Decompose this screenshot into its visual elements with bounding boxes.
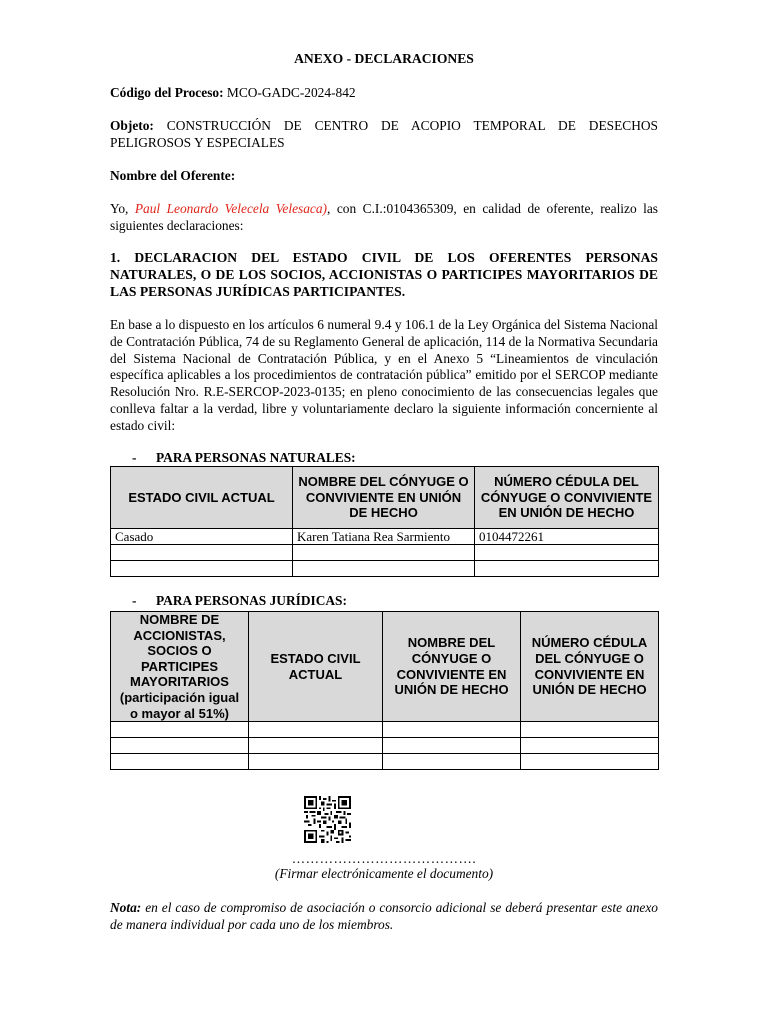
table-row (111, 561, 659, 577)
juridicas-table (110, 611, 659, 770)
objeto-value: CONSTRUCCIÓN DE CENTRO DE ACOPIO TEMPORAL DE DESECHOS PELIGROSOS Y ESPECIALES (110, 118, 658, 150)
juridicas-header-estado: ESTADO CIVIL ACTUAL (249, 612, 383, 722)
table-row (111, 545, 659, 561)
naturales-header-cedula: NÚMERO CÉDULA DEL CÓNYUGE O CONVIVIENTE EN UNIÓN DE HECHO (475, 467, 659, 529)
table-row (111, 722, 659, 738)
nota-paragraph (110, 899, 658, 934)
table-cell (521, 754, 659, 770)
objeto-line (110, 118, 658, 152)
juridicas-heading: - PARA PERSONAS JURÍDICAS: (132, 593, 347, 608)
table-cell (111, 738, 249, 754)
table-cell (249, 722, 383, 738)
codigo-line (110, 85, 658, 102)
table-cell (111, 545, 293, 561)
table-row (111, 738, 659, 754)
table-cell (111, 754, 249, 770)
table-cell (111, 722, 249, 738)
juridicas-header-nombre-conyuge: NOMBRE DEL CÓNYUGE O CONVIVIENTE EN UNIÓN DE HECHO (383, 612, 521, 722)
signature-line: …………………………………. (291, 851, 477, 866)
qr-code-icon (304, 796, 351, 843)
table-cell (111, 561, 293, 577)
document-title: ANEXO - DECLARACIONES (294, 51, 474, 66)
juridicas-header-cedula: NÚMERO CÉDULA DEL CÓNYUGE O CONVIVIENTE EN UNIÓN DE HECHO (521, 612, 659, 722)
table-cell (521, 738, 659, 754)
juridicas-heading-text: PARA PERSONAS JURÍDICAS: (156, 593, 347, 608)
table-cell: Casado (111, 529, 293, 545)
naturales-header-row (111, 467, 659, 529)
section1-heading: 1. DECLARACION DEL ESTADO CIVIL DE LOS OFERENTES PERSONAS NATURALES, O DE LOS SOCIOS, ACCIONISTAS O PARTICIPES MAYORITARIOS DE LAS PERSONAS JURÍDICAS PARTICIPANTES. (110, 250, 658, 299)
table-cell (383, 722, 521, 738)
objeto-label: Objeto: (110, 118, 154, 133)
naturales-header-nombre: NOMBRE DEL CÓNYUGE O CONVIVIENTE EN UNIÓN DE HECHO (293, 467, 475, 529)
juridicas-header-row (111, 612, 659, 722)
oferente-label: Nombre del Oferente: (110, 168, 236, 183)
naturales-table (110, 466, 659, 577)
table-cell (475, 561, 659, 577)
signature-caption: (Firmar electrónicamente el documento) (274, 866, 494, 881)
table-cell (293, 545, 475, 561)
codigo-label: Código del Proceso: (110, 85, 224, 100)
naturales-heading: - PARA PERSONAS NATURALES: (132, 450, 356, 465)
table-cell (249, 754, 383, 770)
oferente-name: Paul Leonardo Velecela Velesaca) (134, 201, 328, 216)
table-cell: 0104472261 (475, 529, 659, 545)
table-row (111, 529, 659, 545)
table-cell (293, 561, 475, 577)
juridicas-header-nombre-accionistas: NOMBRE DE ACCIONISTAS, SOCIOS O PARTICIPES MAYORITARIOS (participación igual o mayor al 51%) (111, 612, 249, 722)
intro-suffix: , con C.I.:0104365309, en calidad de oferente, realizo las siguientes declaraciones: (110, 201, 658, 233)
nota-label: Nota: (110, 900, 142, 915)
table-cell (475, 545, 659, 561)
intro-paragraph (110, 201, 658, 235)
naturales-header-estado: ESTADO CIVIL ACTUAL (111, 467, 293, 529)
table-row (111, 754, 659, 770)
table-cell (521, 722, 659, 738)
table-cell: Karen Tatiana Rea Sarmiento (293, 529, 475, 545)
table-cell (383, 738, 521, 754)
codigo-value: MCO-GADC-2024-842 (226, 85, 356, 100)
nota-text: en el caso de compromiso de asociación o consorcio adicional se deberá presentar este anexo de manera individual por cada uno de los miembros. (110, 900, 658, 933)
table-cell (249, 738, 383, 754)
naturales-heading-text: PARA PERSONAS NATURALES: (156, 450, 356, 465)
section1-body: En base a lo dispuesto en los artículos 6 numeral 9.4 y 106.1 de la Ley Orgánica del Sistema Nacional de Contratación Pública, 74 de su Reglamento General de aplicación, 114 de la Normativa Secundaria del Sistema Nacional de Contratación Pública, y en el Anexo 5 “Lineamientos de vinculación específica aplicables a los procedimientos de contratación pública” emitido por el SERCOP mediante Resolución Nro. R.E-SERCOP-2023-0135; en pleno conocimiento de las consecuencias legales que conlleva faltar a la verdad, libre y voluntariamente declaro la siguiente información concerniente al estado civil: (110, 317, 658, 433)
table-cell (383, 754, 521, 770)
intro-prefix: Yo, (110, 201, 129, 216)
